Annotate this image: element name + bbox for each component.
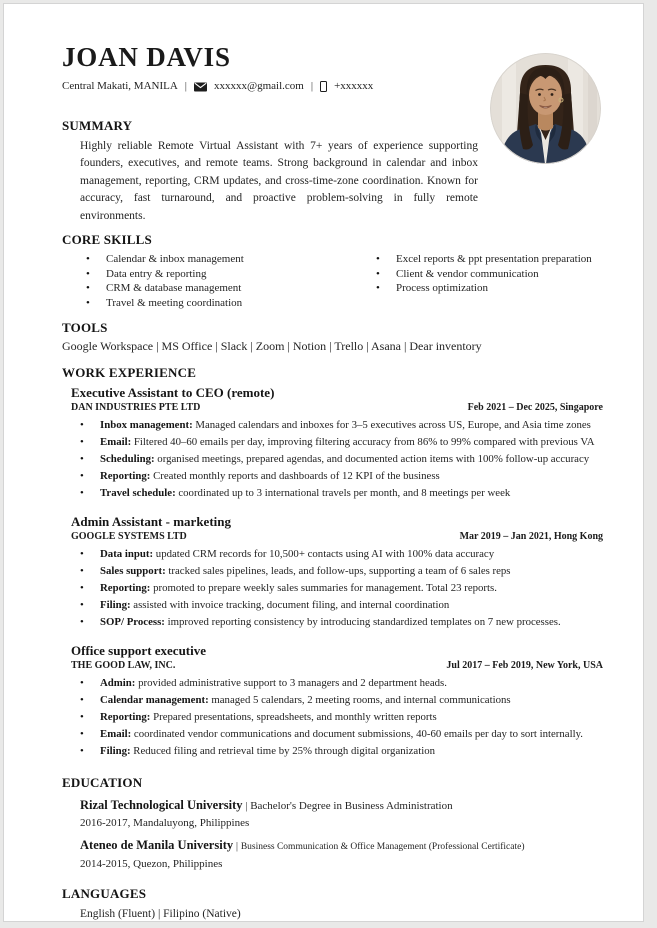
contact-location: Central Makati, MANILA bbox=[62, 80, 178, 92]
separator: | bbox=[233, 840, 241, 853]
job-meta-row bbox=[71, 660, 603, 672]
bullet-text: Filtered 40–60 emails per day, improving filtering accuracy from 86% to 99% compared with previous VA bbox=[131, 436, 595, 449]
job-bullet bbox=[62, 546, 603, 563]
bullet-text: promoted to prepare weekly sales summaries for management. Total 23 reports. bbox=[150, 582, 497, 595]
core-skills-right-column bbox=[370, 252, 603, 310]
bullet-text: assisted with invoice tracking, document filing, and internal coordination bbox=[130, 599, 450, 612]
job-bullet bbox=[62, 726, 603, 743]
bullet-text: tracked sales pipelines, leads, and follow-ups, supporting a team of 6 sales reps bbox=[165, 565, 511, 578]
skill-item: • CRM & database management bbox=[80, 281, 370, 296]
job-bullet bbox=[62, 451, 603, 468]
bullet-text: Created monthly reports and dashboards of 12 KPI of the business bbox=[150, 470, 440, 483]
job-bullet bbox=[62, 597, 603, 614]
job-title: Admin Assistant - marketing bbox=[71, 514, 231, 530]
job-bullet-list bbox=[62, 675, 603, 760]
education-degree-line bbox=[80, 798, 603, 814]
bullet-lead: Email: bbox=[100, 436, 132, 449]
bullet-lead: Admin: bbox=[100, 677, 136, 690]
bullet-lead: Reporting: bbox=[100, 711, 151, 724]
job-bullet bbox=[62, 468, 603, 485]
bullet-text: updated CRM records for 10,500+ contacts using AI with 100% data accuracy bbox=[153, 548, 495, 561]
core-skills-heading: CORE SKILLS bbox=[62, 232, 152, 248]
section-languages bbox=[62, 886, 603, 921]
tools-heading: TOOLS bbox=[62, 320, 108, 336]
job-bullet bbox=[62, 485, 603, 502]
profile-photo-illustration bbox=[490, 53, 601, 164]
job-entry bbox=[62, 514, 603, 631]
contact-phone: +xxxxxx bbox=[334, 80, 374, 92]
job-dates: Feb 2021 – Dec 2025, Singapore bbox=[467, 402, 603, 414]
separator: | bbox=[310, 80, 314, 92]
job-bullet-list bbox=[62, 546, 603, 631]
tools-list: Google Workspace | MS Office | Slack | Zoom | Notion | Trello | Asana | Dear inventory bbox=[62, 339, 482, 354]
education-degree: Bachelor's Degree in Business Administration bbox=[250, 800, 453, 813]
separator: | bbox=[184, 80, 187, 92]
envelope-icon bbox=[194, 82, 207, 92]
education-list bbox=[62, 798, 603, 871]
bullet-lead: Data input: bbox=[100, 548, 154, 561]
job-bullet bbox=[62, 692, 603, 709]
skill-item: • Calendar & inbox management bbox=[80, 252, 370, 267]
education-entry bbox=[80, 798, 603, 830]
education-school: Ateneo de Manila University bbox=[80, 838, 234, 853]
bullet-lead: Scheduling: bbox=[100, 453, 155, 466]
job-bullet bbox=[62, 675, 603, 692]
job-meta-row bbox=[71, 531, 603, 543]
bullet-text: Prepared presentations, spreadsheets, and monthly written reports bbox=[150, 711, 437, 724]
job-company: GOOGLE SYSTEMS LTD bbox=[71, 531, 187, 543]
bullet-lead: Reporting: bbox=[100, 582, 151, 595]
education-heading: EDUCATION bbox=[62, 775, 143, 791]
education-degree-line bbox=[80, 838, 603, 855]
bullet-lead: Sales support: bbox=[100, 565, 166, 578]
bullet-lead: Reporting: bbox=[100, 470, 151, 483]
bullet-text: managed 5 calendars, 2 meeting rooms, and internal communications bbox=[208, 694, 511, 707]
education-entry bbox=[80, 838, 603, 871]
education-details: 2014-2015, Quezon, Philippines bbox=[80, 858, 223, 871]
education-details: 2016-2017, Mandaluyong, Philippines bbox=[80, 817, 250, 830]
job-title: Executive Assistant to CEO (remote) bbox=[71, 385, 275, 401]
job-bullet bbox=[62, 434, 603, 451]
job-meta-row bbox=[71, 402, 603, 414]
bullet-text: provided administrative support to 3 managers and 2 department heads. bbox=[135, 677, 447, 690]
resume-page bbox=[3, 3, 644, 922]
languages-heading: LANGUAGES bbox=[62, 886, 147, 902]
bullet-lead: Inbox management: bbox=[100, 419, 193, 432]
core-skills-left-column bbox=[80, 252, 370, 310]
bullet-lead: Filing: bbox=[100, 599, 131, 612]
job-bullet bbox=[62, 563, 603, 580]
bullet-lead: Email: bbox=[100, 728, 132, 741]
summary-heading: SUMMARY bbox=[62, 118, 133, 133]
bullet-text: Reduced filing and retrieval time by 25% through digital organization bbox=[130, 745, 436, 758]
skill-item: • Travel & meeting coordination bbox=[80, 296, 370, 311]
job-entry bbox=[62, 643, 603, 760]
languages-list: English (Fluent) | Filipino (Native) bbox=[80, 908, 241, 921]
section-tools bbox=[62, 320, 603, 354]
job-company: THE GOOD LAW, INC. bbox=[71, 660, 176, 672]
job-dates: Mar 2019 – Jan 2021, Hong Kong bbox=[459, 531, 603, 543]
job-bullet bbox=[62, 580, 603, 597]
education-degree: Business Communication & Office Management (Professional Certificate) bbox=[240, 842, 525, 853]
bullet-text: organised meetings, prepared agendas, and documented action items with 100% follow-up accuracy bbox=[154, 453, 590, 466]
bullet-lead: Filing: bbox=[100, 745, 131, 758]
job-company: DAN INDUSTRIES PTE LTD bbox=[71, 402, 201, 414]
job-dates: Jul 2017 – Feb 2019, New York, USA bbox=[446, 660, 603, 672]
job-bullet bbox=[62, 709, 603, 726]
job-bullet bbox=[62, 417, 603, 434]
bullet-text: coordinated up to 3 international travels per month, and 8 meetings per week bbox=[175, 487, 511, 500]
profile-photo bbox=[490, 53, 601, 164]
bullet-lead: Travel schedule: bbox=[100, 487, 176, 500]
bullet-text: improved reporting consistency by introducing standardized templates on 7 new processes. bbox=[164, 616, 561, 629]
phone-icon bbox=[320, 81, 327, 92]
job-bullet-list bbox=[62, 417, 603, 502]
job-list bbox=[62, 385, 603, 760]
bullet-lead: SOP/ Process: bbox=[100, 616, 165, 629]
education-school: Rizal Technological University bbox=[80, 798, 243, 813]
person-name: JOAN DAVIS bbox=[62, 42, 231, 72]
summary-paragraph: Highly reliable Remote Virtual Assistant with 7+ years of experience supporting founders, executives, and remote teams. Strong background in calendar and inbox management, reporting, CRM updates, and cross-time-zone coordination. Known for accuracy, fast turnaround, and proactive problem-solving in fully remote environments. bbox=[80, 140, 478, 222]
section-education bbox=[62, 775, 603, 871]
skill-item: • Excel reports & ppt presentation preparation bbox=[370, 252, 603, 267]
job-title: Office support executive bbox=[71, 643, 207, 659]
core-skills-columns bbox=[80, 252, 603, 310]
job-bullet bbox=[62, 743, 603, 760]
bullet-lead: Calendar management: bbox=[100, 694, 209, 707]
separator: | bbox=[242, 800, 251, 813]
skill-item: • Client & vendor communication bbox=[370, 267, 603, 282]
skill-item: • Process optimization bbox=[370, 281, 603, 296]
skill-item: • Data entry & reporting bbox=[80, 267, 370, 282]
contact-email: xxxxxx@gmail.com bbox=[213, 80, 304, 92]
section-work-experience bbox=[62, 365, 603, 760]
work-experience-heading: WORK EXPERIENCE bbox=[62, 365, 197, 381]
job-entry bbox=[62, 385, 603, 502]
job-bullet bbox=[62, 614, 603, 631]
bullet-text: Managed calendars and inboxes for 3–5 executives across US, Europe, and Asia time zones bbox=[192, 419, 591, 432]
bullet-text: coordinated vendor communications and document submissions, 40-60 emails per day to sort internally. bbox=[131, 728, 583, 741]
section-core-skills bbox=[62, 232, 603, 310]
